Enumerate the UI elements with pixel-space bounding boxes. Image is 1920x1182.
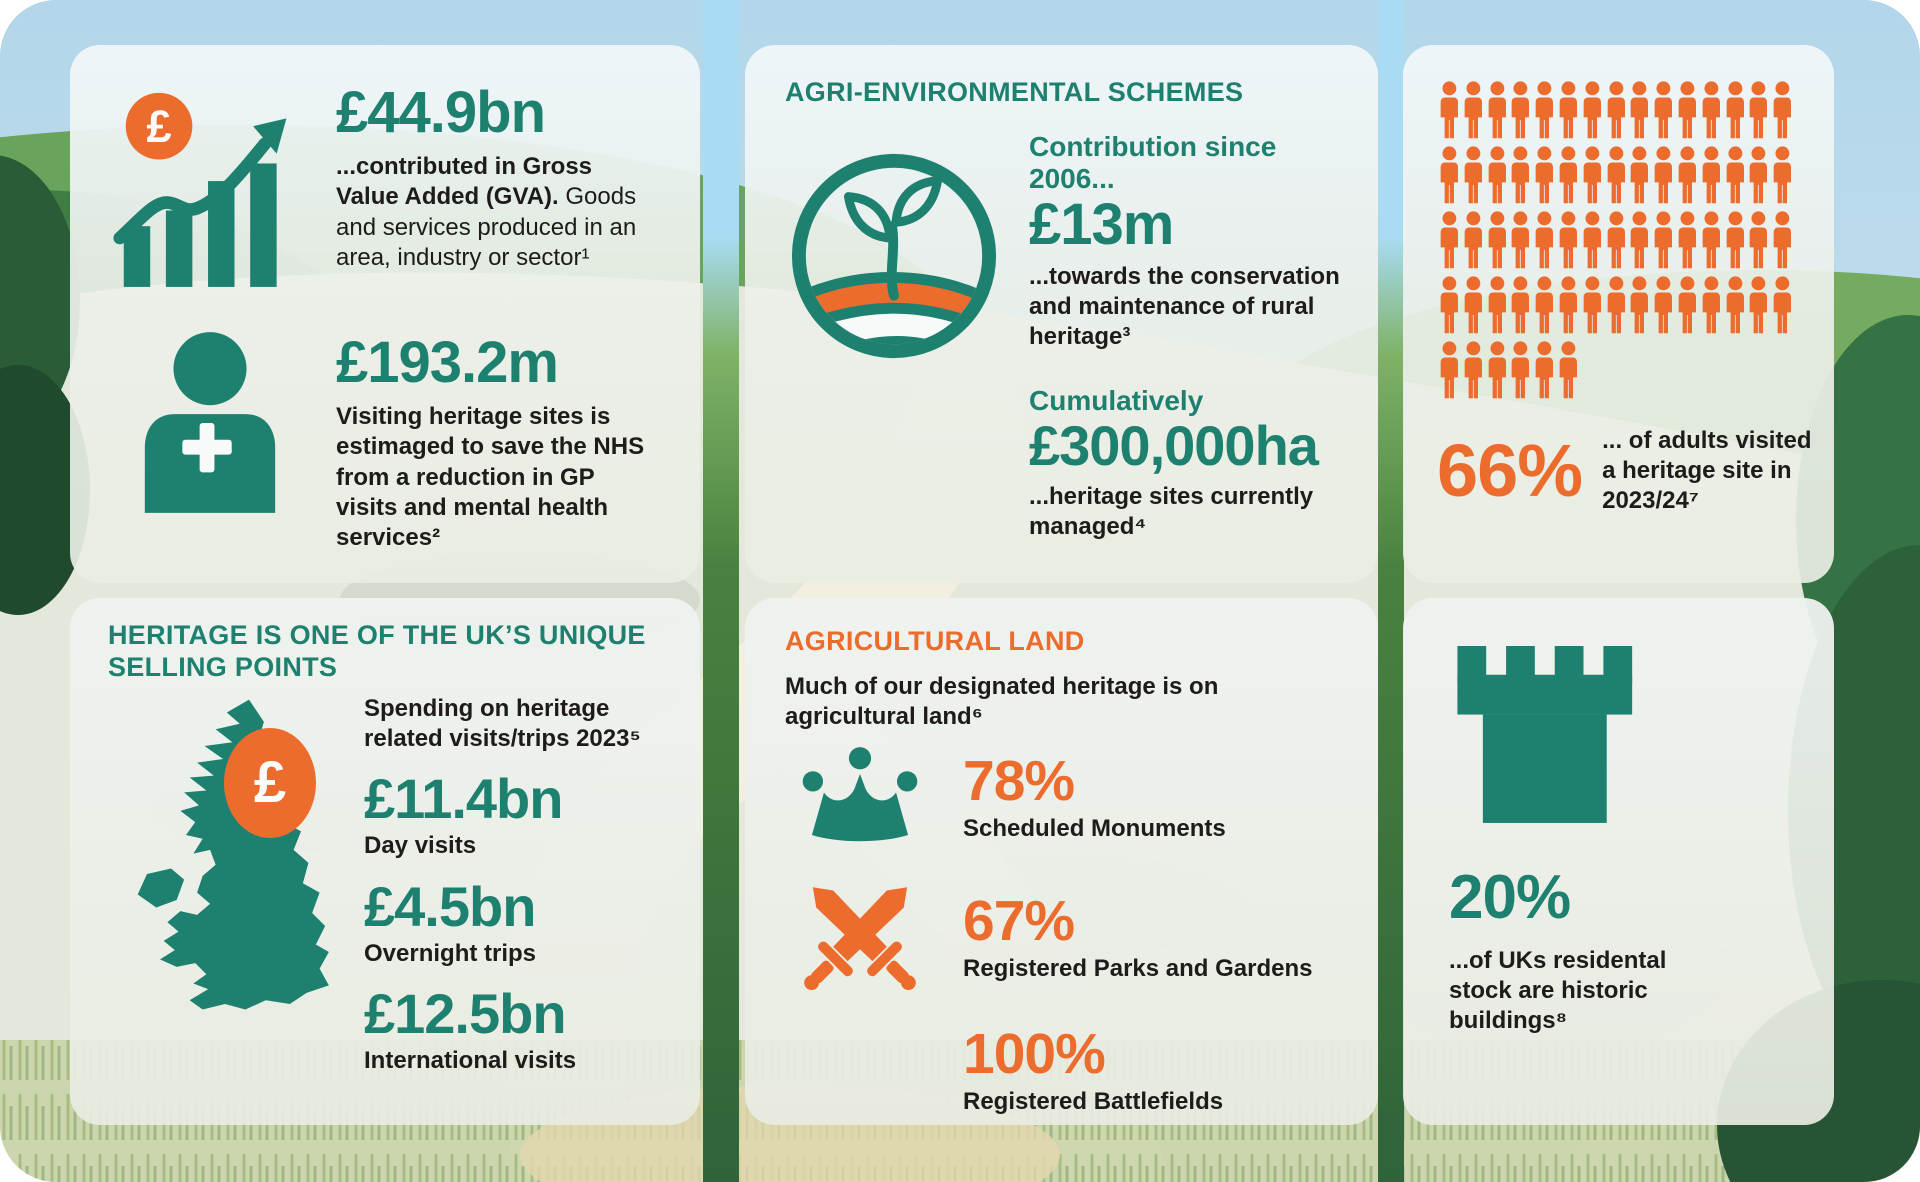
uk-map-icon — [108, 694, 346, 1077]
person-icon — [1701, 276, 1722, 335]
person-icon — [1534, 341, 1555, 400]
crown-icon — [785, 746, 935, 850]
spending-heading: HERITAGE IS ONE OF THE UK’S UNIQUE SELLING POINTS — [108, 620, 646, 682]
agri-stat2-label: Cumulatively — [1029, 384, 1204, 416]
person-icon — [1701, 81, 1722, 140]
person-icon — [1558, 146, 1579, 205]
battlefields-percent: 100% — [963, 1022, 1105, 1087]
person-icon — [1510, 81, 1531, 140]
visitors-desc: ... of adults visited a heritage site in 2023/24⁷ — [1602, 426, 1812, 515]
person-icon — [1677, 81, 1698, 140]
uk-map-icon-svg — [108, 694, 340, 1019]
person-icon — [1439, 211, 1460, 270]
person-icon — [1558, 276, 1579, 335]
monuments-percent: 78% — [963, 748, 1075, 813]
nhs-desc: Visiting heritage sites is estimaged to save the NHS from a reduction in GP visits and mental health services² — [336, 403, 645, 552]
crown-icon-svg — [799, 746, 921, 850]
agri-stat1-label: Contribution since 2006... — [1029, 130, 1277, 194]
pound-badge-icon — [224, 728, 316, 838]
person-icon — [1677, 276, 1698, 335]
person-icon — [1463, 146, 1484, 205]
land-row-monuments — [785, 746, 1342, 850]
pound-symbol: £ — [146, 100, 172, 152]
person-icon — [1606, 81, 1627, 140]
person-icon — [1653, 81, 1674, 140]
person-icon — [1582, 276, 1603, 335]
agri-stat2-desc: ...heritage sites currently managed⁴ — [1029, 482, 1314, 541]
agri-stat1-value: £13m — [1029, 191, 1174, 257]
monuments-label: Scheduled Monuments — [963, 814, 1226, 842]
agri-schemes-heading: AGRI-ENVIRONMENTAL SCHEMES — [785, 77, 1244, 107]
card-historic-buildings — [1403, 598, 1834, 1125]
person-icon — [1677, 146, 1698, 205]
card-spending — [70, 598, 700, 1125]
person-icon — [1439, 81, 1460, 140]
person-icon — [1439, 341, 1460, 400]
land-row-battlefields — [785, 1022, 1342, 1117]
pound-badge-symbol: £ — [253, 750, 287, 816]
person-icon — [1487, 211, 1508, 270]
person-icon — [1725, 211, 1746, 270]
visitors-percent: 66% — [1437, 429, 1583, 513]
person-icon — [1534, 211, 1555, 270]
person-icon — [1629, 81, 1650, 140]
agricultural-land-heading: AGRICULTURAL LAND — [785, 626, 1085, 656]
parks-label: Registered Parks and Gardens — [963, 954, 1313, 982]
person-icon — [1748, 81, 1769, 140]
parks-percent: 67% — [963, 888, 1075, 953]
person-icon — [1582, 81, 1603, 140]
historic-desc: ...of UKs residental stock are historic buildings⁸ — [1449, 946, 1667, 1035]
castle-icon — [1453, 646, 1641, 823]
nhs-stat-row — [110, 329, 658, 553]
person-icon — [1510, 211, 1531, 270]
agri-stat1-desc: ...towards the conservation and maintenance of rural heritage³ — [1029, 263, 1340, 351]
person-icon — [1558, 81, 1579, 140]
spending-value-day: £11.4bn — [364, 767, 563, 831]
gva-desc — [336, 152, 646, 273]
person-icon — [1558, 341, 1579, 400]
person-icon — [1748, 211, 1769, 270]
spending-intro: Spending on heritage related visits/trips 2023⁵ — [364, 694, 641, 752]
person-icon — [1463, 81, 1484, 140]
person-icon — [1463, 276, 1484, 335]
person-icon — [1629, 211, 1650, 270]
card-visitors — [1403, 45, 1834, 583]
person-icon — [1653, 211, 1674, 270]
spending-content — [108, 694, 664, 1077]
person-icon — [1487, 146, 1508, 205]
card-agri-schemes — [745, 45, 1378, 583]
agricultural-land-stats — [785, 746, 1342, 1117]
person-icon — [1487, 81, 1508, 140]
person-icon — [1701, 211, 1722, 270]
person-icon — [1629, 146, 1650, 205]
person-icon — [1534, 276, 1555, 335]
land-row-parks — [785, 864, 1342, 1012]
spending-value-overnight: £4.5bn — [364, 874, 536, 938]
growth-chart-icon-svg — [112, 79, 308, 291]
growth-chart-icon — [110, 79, 310, 291]
person-icon — [1463, 211, 1484, 270]
card-gva — [70, 45, 700, 583]
person-icon — [1558, 211, 1579, 270]
nhs-value: £193.2m — [336, 330, 558, 395]
person-icon — [1582, 211, 1603, 270]
spending-label-overnight: Overnight trips — [364, 939, 537, 967]
person-icon — [1510, 146, 1531, 205]
spending-value-international: £12.5bn — [364, 981, 566, 1045]
person-icon — [1725, 81, 1746, 140]
gva-value: £44.9bn — [336, 80, 545, 145]
person-icon — [1772, 81, 1793, 140]
person-icon — [1748, 146, 1769, 205]
person-icon — [1629, 276, 1650, 335]
agri-content — [785, 125, 1344, 542]
person-icon — [1463, 341, 1484, 400]
nhs-person-icon-svg — [131, 329, 289, 513]
crossed-swords-icon-svg — [786, 864, 934, 1012]
person-icon — [1606, 146, 1627, 205]
person-icon — [1653, 276, 1674, 335]
person-icon — [1487, 276, 1508, 335]
people-grid — [1439, 81, 1793, 400]
agri-field-sprout-icon — [785, 125, 1003, 542]
card-agricultural-land — [745, 598, 1378, 1125]
person-icon — [1772, 146, 1793, 205]
spending-label-international: International visits — [364, 1046, 577, 1074]
person-icon — [1677, 211, 1698, 270]
nhs-person-icon — [110, 329, 310, 553]
person-icon — [1606, 211, 1627, 270]
person-icon — [1772, 211, 1793, 270]
person-icon — [1439, 276, 1460, 335]
crossed-swords-icon — [785, 864, 935, 1012]
person-icon — [1606, 276, 1627, 335]
battlefields-label: Registered Battlefields — [963, 1088, 1224, 1116]
person-icon — [1510, 276, 1531, 335]
historic-percent: 20% — [1449, 862, 1571, 932]
person-icon — [1748, 276, 1769, 335]
person-icon — [1701, 146, 1722, 205]
person-icon — [1725, 146, 1746, 205]
person-icon — [1510, 341, 1531, 400]
agri-field-sprout-icon-svg — [785, 147, 1003, 365]
person-icon — [1582, 146, 1603, 205]
person-icon — [1534, 146, 1555, 205]
spending-label-day: Day visits — [364, 832, 477, 860]
person-icon — [1653, 146, 1674, 205]
gva-stat-row — [110, 79, 658, 291]
gva-desc-bold: ...contributed in Gross Value Added (GVA). — [336, 153, 593, 211]
agri-stat2-value: £300,000ha — [1029, 413, 1318, 477]
person-icon — [1439, 146, 1460, 205]
person-icon — [1725, 276, 1746, 335]
person-icon — [1487, 341, 1508, 400]
gva-desc-rest: Goods and services produced in an area, industry or sector¹ — [336, 183, 637, 271]
visitors-stat — [1437, 426, 1814, 517]
person-icon — [1534, 81, 1555, 140]
agricultural-land-intro: Much of our designated heritage is on agricultural land⁶ — [785, 672, 1219, 731]
person-icon — [1772, 276, 1793, 335]
